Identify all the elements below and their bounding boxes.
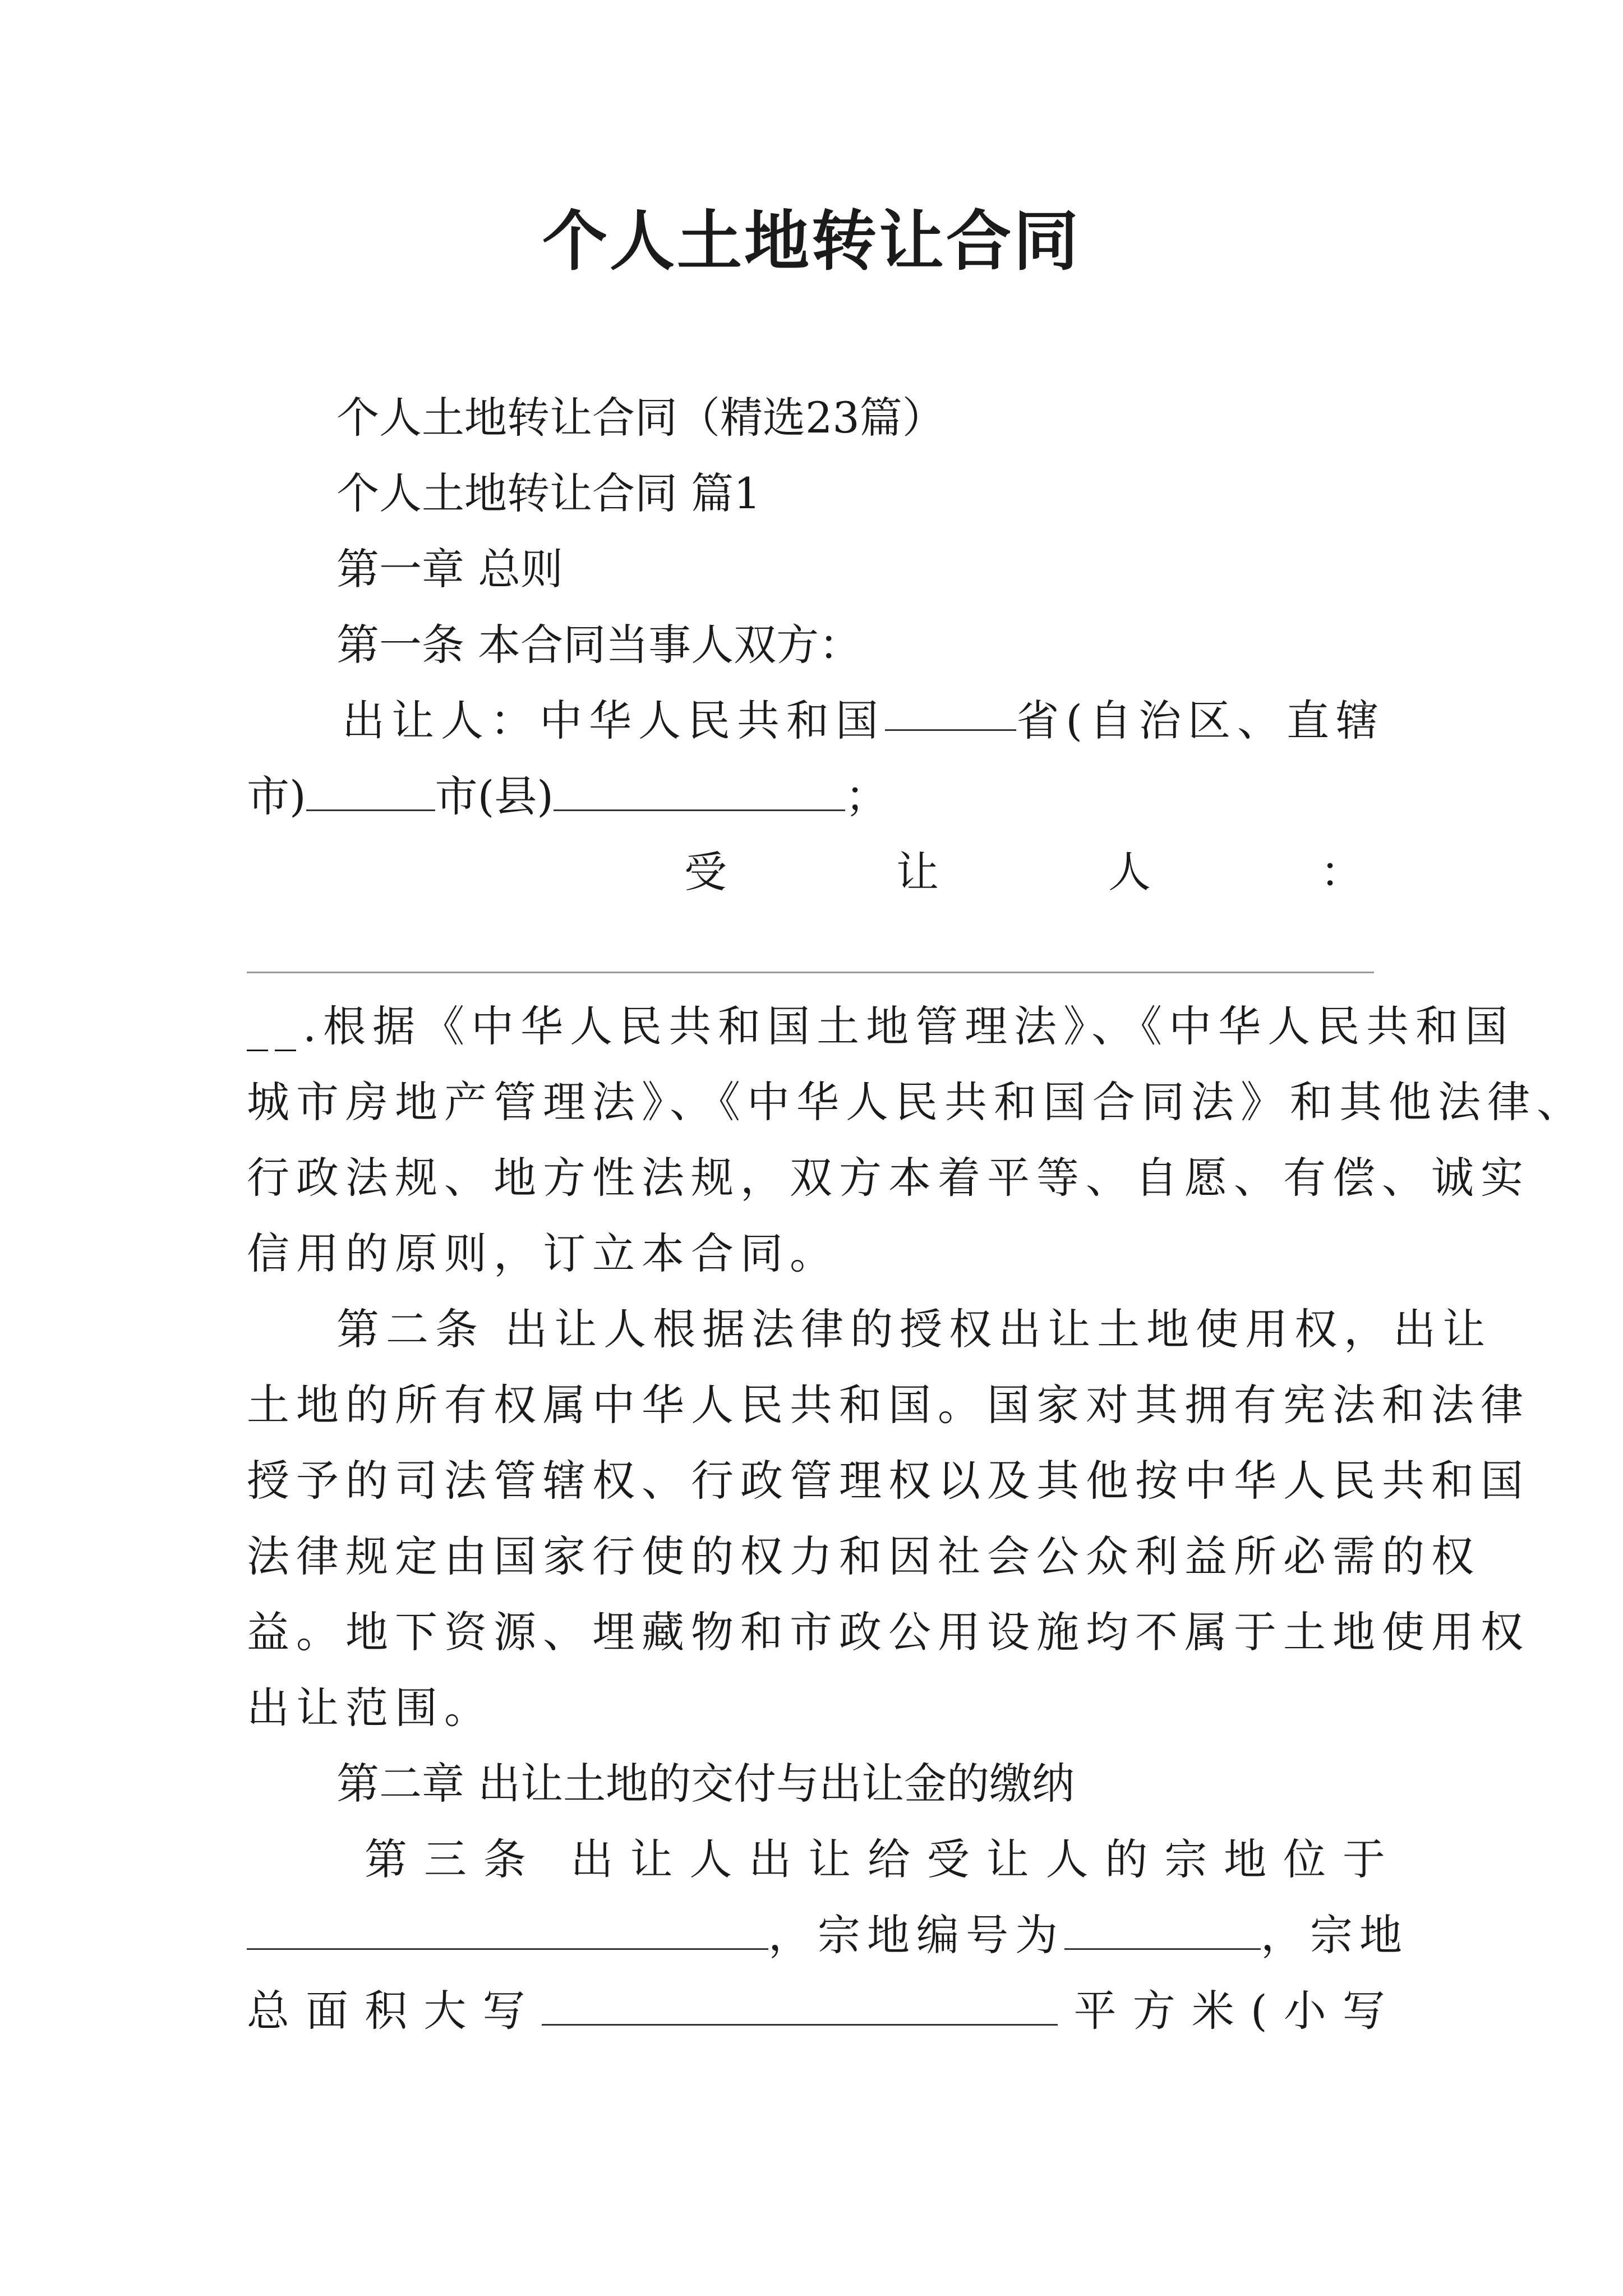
sqm-char: 米: [1191, 1986, 1234, 2036]
article-2-line-3: 授予的司法管辖权、行政管理权以及其他按中华人民共和国: [247, 1456, 1530, 1506]
transferor-province: 省(自治区、直辖: [1016, 696, 1385, 746]
location-blank: [247, 1909, 768, 1950]
sqm-char: 小: [1283, 1986, 1326, 2036]
article-3-char: 让: [630, 1834, 673, 1884]
city-blank: [306, 770, 435, 811]
transferee-colon: ：: [1320, 847, 1363, 897]
basis-line-1: __.根据《中华人民共和国土地管理法》、《中华人民共和国: [247, 1001, 1515, 1051]
article-3-char: 于: [1342, 1834, 1385, 1884]
spacer: [543, 1829, 554, 1890]
subtitle: 个人土地转让合同（精选23篇）: [336, 393, 945, 443]
article-3-char: 人: [1045, 1834, 1089, 1884]
transferor-end: ；: [845, 771, 888, 821]
area-char: 写: [482, 1986, 525, 2036]
province-blank: [885, 690, 1016, 731]
article-3-char: 位: [1283, 1834, 1326, 1884]
article-3-char: 条: [483, 1834, 526, 1884]
area-char: 大: [423, 1986, 467, 2036]
article-3-line-2: [247, 1904, 1409, 1966]
area-char: 总: [247, 1986, 289, 2036]
sqm-char: 方: [1132, 1986, 1175, 2036]
area-char: 积: [365, 1986, 408, 2036]
transferor-line-2: [247, 766, 888, 827]
article-3-line-1: [365, 1829, 1385, 1890]
chapter-1-heading: 第一章 总则: [336, 544, 564, 594]
article-3-char: 三: [423, 1834, 467, 1884]
article-3-char: 人: [689, 1834, 732, 1884]
article-3-char: 让: [808, 1834, 851, 1884]
article-2-line-4: 法律规定由国家行使的权力和因社会公众利益所必需的权: [247, 1531, 1481, 1581]
transferee-char-1: 受: [684, 847, 727, 897]
area-char: 面: [306, 1986, 349, 2036]
transferee-char-3: 人: [1108, 847, 1151, 897]
sqm-char: 写: [1342, 1986, 1385, 2036]
sqm-char: 平: [1073, 1986, 1117, 2036]
basis-line-4: 信用的原则，订立本合同。: [247, 1228, 839, 1278]
article-3-char: 受: [926, 1834, 970, 1884]
article-2-line-6: 出让范围。: [247, 1683, 494, 1733]
part-heading: 个人土地转让合同 篇1: [336, 468, 761, 518]
basis-line-2: 城市房地产管理法》、《中华人民共和国合同法》和其他法律、: [247, 1077, 1586, 1127]
transferee-char-2: 让: [896, 847, 939, 897]
transferor-lead: 出让人：中华人民共和国: [342, 696, 885, 746]
transferee-blank-line: [247, 972, 1374, 973]
document-title: 个人土地转让合同: [542, 203, 1081, 279]
transferee-line: [684, 841, 1363, 903]
transferor-line: [342, 690, 1385, 752]
article-3-char: 给: [867, 1834, 910, 1884]
article-1: 第一条 本合同当事人双方：: [336, 620, 862, 670]
sqm-char: (: [1250, 1986, 1267, 2036]
city-prefix: 市): [247, 771, 306, 821]
article-3-char: 宗: [1164, 1834, 1207, 1884]
parcel-number-blank: [1064, 1909, 1261, 1950]
article-3-line-3: [247, 1980, 1385, 2042]
chapter-2-heading: 第二章 出让土地的交付与出让金的缴纳: [336, 1759, 1075, 1809]
area-uppercase-blank: [542, 1985, 1058, 2026]
parcel-number-label: ，宗地编号为: [768, 1910, 1064, 1960]
zongdi-label: ，宗地: [1261, 1910, 1409, 1960]
city-label: 市(县): [435, 771, 554, 821]
article-3-char: 第: [365, 1834, 407, 1884]
article-3-char: 让: [986, 1834, 1029, 1884]
basis-line-3: 行政法规、地方性法规，双方本着平等、自愿、有偿、诚实: [247, 1153, 1530, 1203]
article-3-char: 的: [1105, 1834, 1148, 1884]
article-3-char: 地: [1224, 1834, 1267, 1884]
article-2-line-1: 第二条 出让人根据法律的授权出让土地使用权，出让: [336, 1304, 1492, 1354]
article-2-line-2: 土地的所有权属中华人民共和国。国家对其拥有宪法和法律: [247, 1380, 1530, 1430]
article-3-char: 出: [570, 1834, 614, 1884]
article-3-char: 出: [749, 1834, 792, 1884]
article-2-line-5: 益。地下资源、埋藏物和市政公用设施均不属于土地使用权: [247, 1607, 1530, 1657]
county-blank: [554, 770, 845, 811]
